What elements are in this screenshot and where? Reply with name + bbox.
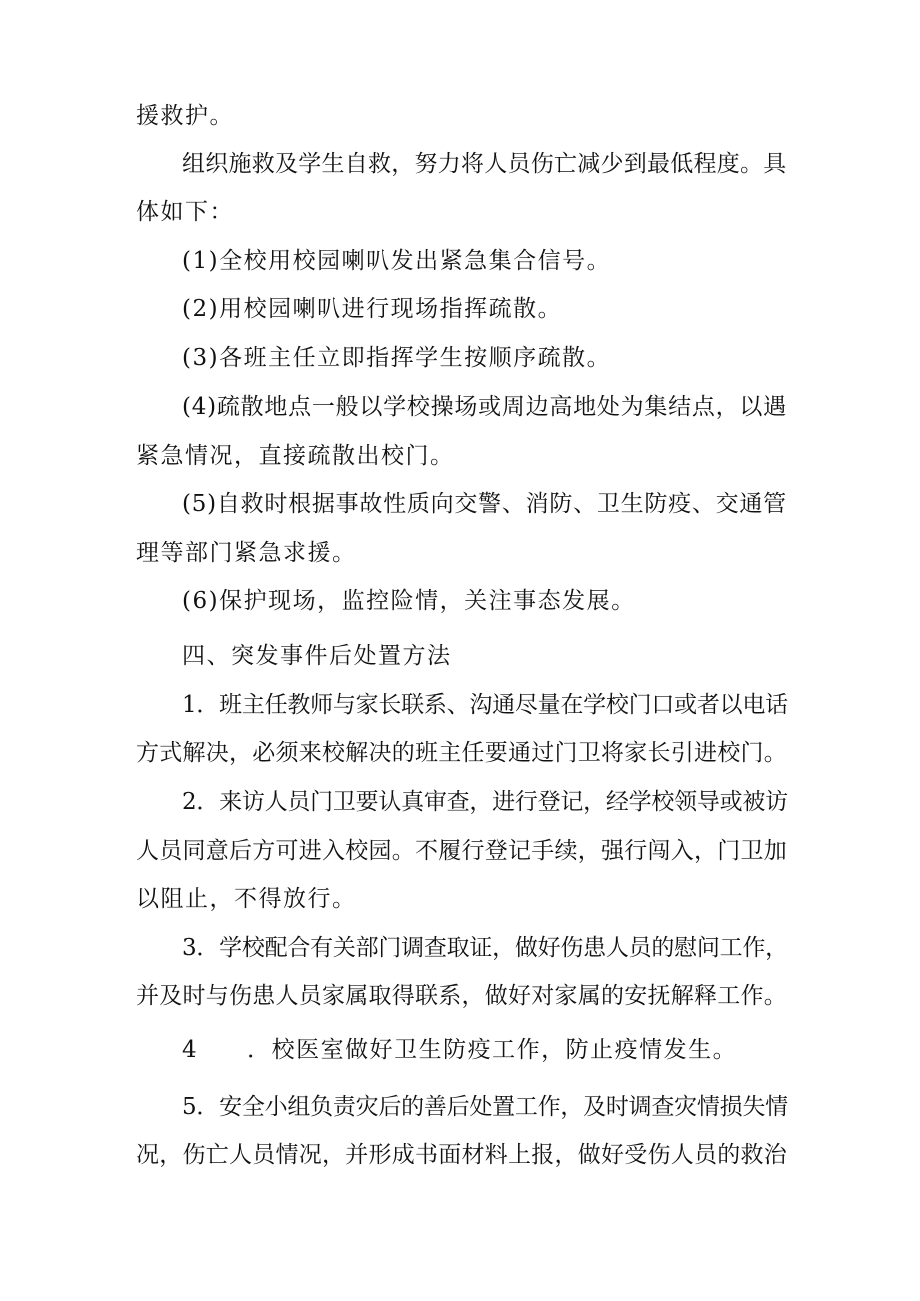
numbered-item: 5．安全小组负责灾后的善后处置工作，及时调查灾情损失情	[182, 1094, 788, 1120]
list-item: (5)自救时根据事故性质向交警、消防、卫生防疫、交通管	[182, 491, 787, 517]
numbered-item: 以阻止，不得放行。	[136, 886, 357, 912]
list-item: (6)保护现场，监控险情，关注事态发展。	[182, 588, 636, 614]
list-item: (3)各班主任立即指挥学生按顺序疏散。	[182, 345, 612, 371]
list-item: 理等部门紧急求援。	[136, 540, 357, 566]
numbered-item: 况，伤亡人员情况，并形成书面材料上报，做好受伤人员的救治	[136, 1142, 787, 1168]
section-heading: 四、突发事件后处置方法	[182, 643, 452, 669]
paragraph-line: 体如下：	[136, 199, 234, 225]
numbered-item: 3．学校配合有关部门调查取证，做好伤患人员的慰问工作，	[182, 935, 788, 961]
list-item: (4)疏散地点一般以学校操场或周边高地处为集结点，以遇	[182, 394, 787, 420]
paragraph-line: 援救护。	[136, 103, 234, 129]
paragraph-line: 组织施救及学生自救，努力将人员伤亡减少到最低程度。具	[182, 151, 787, 177]
numbered-item: 1．班主任教师与家长联系、沟通尽量在学校门口或者以电话	[182, 692, 788, 718]
numbered-item: 并及时与伤患人员家属取得联系，做好对家属的安抚解释工作。	[136, 983, 787, 1009]
numbered-item: 方式解决，必须来校解决的班主任要通过门卫将家长引进校门。	[136, 740, 787, 766]
numbered-item: 2．来访人员门卫要认真审查，进行登记，经学校领导或被访	[182, 789, 788, 815]
numbered-item: 人员同意后方可进入校园。不履行登记手续，强行闯入，门卫加	[136, 838, 787, 864]
list-item: (2)用校园喇叭进行现场指挥疏散。	[182, 296, 563, 322]
numbered-item: 4 ．校医室做好卫生防疫工作，防止疫情发生。	[182, 1037, 738, 1063]
list-item: 紧急情况，直接疏散出校门。	[136, 443, 455, 469]
list-item: (1)全校用校园喇叭发出紧急集合信号。	[182, 248, 612, 274]
